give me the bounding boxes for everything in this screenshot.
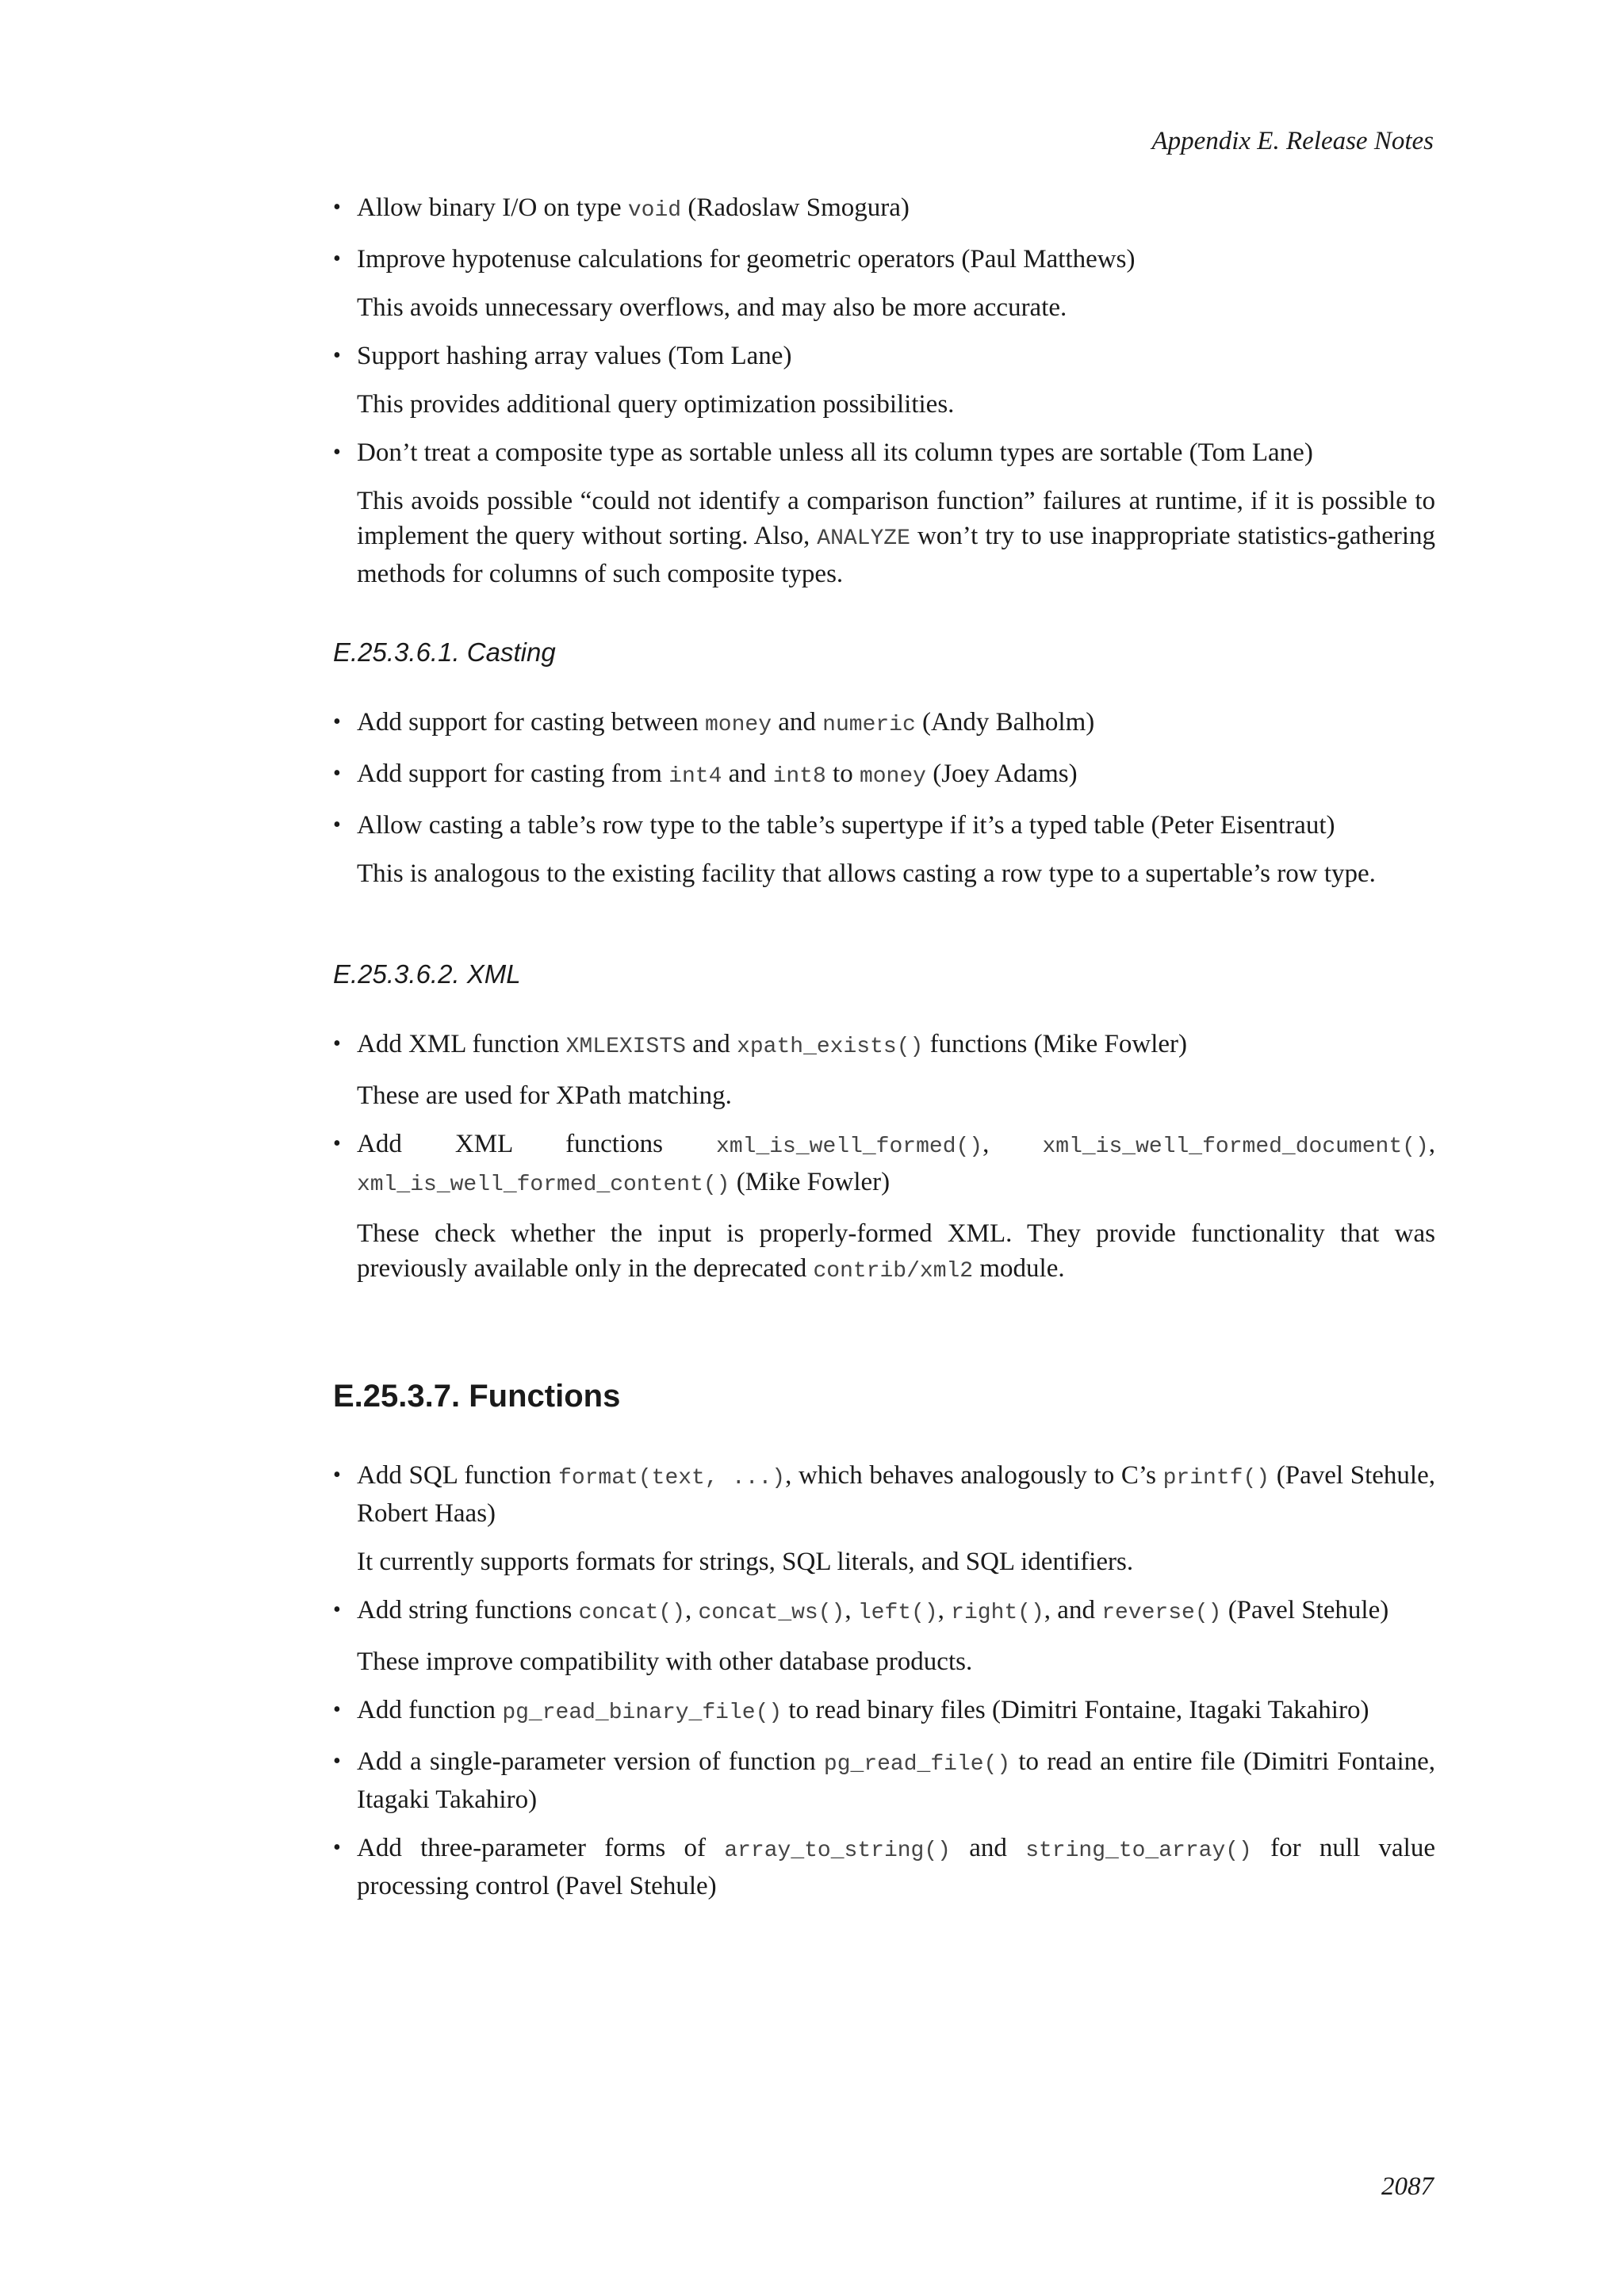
list-item: • Add three-parameter forms of array_to_string() and string_to_array() for null value processing control (Pavel Stehule): [333, 1831, 1435, 1904]
functions-heading: E.25.3.7. Functions: [333, 1379, 621, 1414]
list-item: • Add function pg_read_binary_file() to read binary files (Dimitri Fontaine, Itagaki Takahiro): [333, 1693, 1435, 1731]
item-note: These are used for XPath matching.: [357, 1081, 732, 1110]
list-item: • Add string functions concat(), concat_ws(), left(), right(), and reverse() (Pavel Stehule): [333, 1593, 1435, 1631]
list-item: • Improve hypotenuse calculations for geometric operators (Paul Matthews): [333, 242, 1435, 277]
inline-code: xml_is_well_formed_document(): [1042, 1135, 1429, 1159]
inline-code: xml_is_well_formed_content(): [357, 1173, 730, 1197]
casting-heading: E.25.3.6.1. Casting: [333, 637, 556, 667]
inline-code: reverse(): [1101, 1601, 1222, 1625]
casting-list: [333, 705, 1435, 891]
inline-code: array_to_string(): [724, 1839, 951, 1863]
xml-heading: E.25.3.6.2. XML: [333, 959, 521, 989]
inline-code: int4: [668, 764, 722, 789]
list-item: • Add support for casting from int4 and int8 to money (Joey Adams): [333, 756, 1435, 794]
functions-list: [333, 1458, 1435, 1904]
inline-code: numeric: [822, 713, 916, 737]
inline-code: XMLEXISTS: [565, 1035, 686, 1059]
inline-code: void: [627, 198, 682, 223]
list-item: • Don’t treat a composite type as sortable unless all its column types are sortable (Tom Lane): [333, 435, 1435, 470]
inline-code: printf(): [1162, 1466, 1270, 1490]
item-note: This avoids unnecessary overflows, and may also be more accurate.: [357, 293, 1067, 322]
inline-code: money: [704, 713, 772, 737]
intro-list: [333, 190, 1435, 591]
list-item: • Allow binary I/O on type void (Radoslaw Smogura): [333, 190, 1435, 228]
inline-code: ANALYZE: [817, 526, 910, 551]
item-note: This is analogous to the existing facility that allows casting a row type to a supertable’s row type.: [357, 859, 1376, 888]
inline-code: concat(): [578, 1601, 685, 1625]
list-item: • Support hashing array values (Tom Lane): [333, 339, 1435, 373]
inline-code: right(): [951, 1601, 1044, 1625]
inline-code: contrib/xml2: [813, 1259, 974, 1284]
inline-code: left(): [857, 1601, 938, 1625]
inline-code: pg_read_binary_file(): [502, 1701, 783, 1725]
list-item: • Allow casting a table’s row type to the table’s supertype if it’s a typed table (Peter Eisentraut): [333, 808, 1435, 843]
inline-code: money: [859, 764, 926, 789]
item-note: This avoids possible “could not identify a comparison function” failures at runtime, if it is possible to implement the query without sorting. Also, ANALYZE won’t try to use inappropriate statistics-gathering methods for columns of such composite types.: [357, 487, 1435, 588]
inline-code: pg_read_file(): [823, 1752, 1011, 1777]
list-item: • Add a single-parameter version of function pg_read_file() to read an entire file (Dimitri Fontaine, Itagaki Takahiro): [333, 1744, 1435, 1817]
xml-list: [333, 1027, 1435, 1289]
page-number: 2087: [1381, 2172, 1434, 2201]
inline-code: xml_is_well_formed(): [716, 1135, 983, 1159]
list-item: • Add SQL function format(text, ...), which behaves analogously to C’s printf() (Pavel Stehule, Robert Haas): [333, 1458, 1435, 1531]
list-item: • Add support for casting between money and numeric (Andy Balholm): [333, 705, 1435, 743]
item-note: These improve compatibility with other database products.: [357, 1647, 973, 1676]
item-note: This provides additional query optimization possibilities.: [357, 390, 955, 419]
inline-code: format(text, ...): [558, 1466, 786, 1490]
list-item: • Add XML function XMLEXISTS and xpath_exists() functions (Mike Fowler): [333, 1027, 1435, 1065]
running-header: Appendix E. Release Notes: [1151, 127, 1434, 155]
inline-code: int8: [772, 764, 826, 789]
page-content: [333, 190, 1435, 1917]
item-note: It currently supports formats for strings, SQL literals, and SQL identifiers.: [357, 1548, 1134, 1576]
inline-code: xpath_exists(): [737, 1035, 924, 1059]
list-item: • Add XML functions xml_is_well_formed(), xml_is_well_formed_document(), xml_is_well_formed_content() (Mike Fowler): [333, 1127, 1435, 1203]
inline-code: string_to_array(): [1025, 1839, 1252, 1863]
item-note: These check whether the input is properly-formed XML. They provide functionality that was previously available only in the deprecated contrib/xml2 module.: [357, 1219, 1435, 1284]
inline-code: concat_ws(): [698, 1601, 845, 1625]
